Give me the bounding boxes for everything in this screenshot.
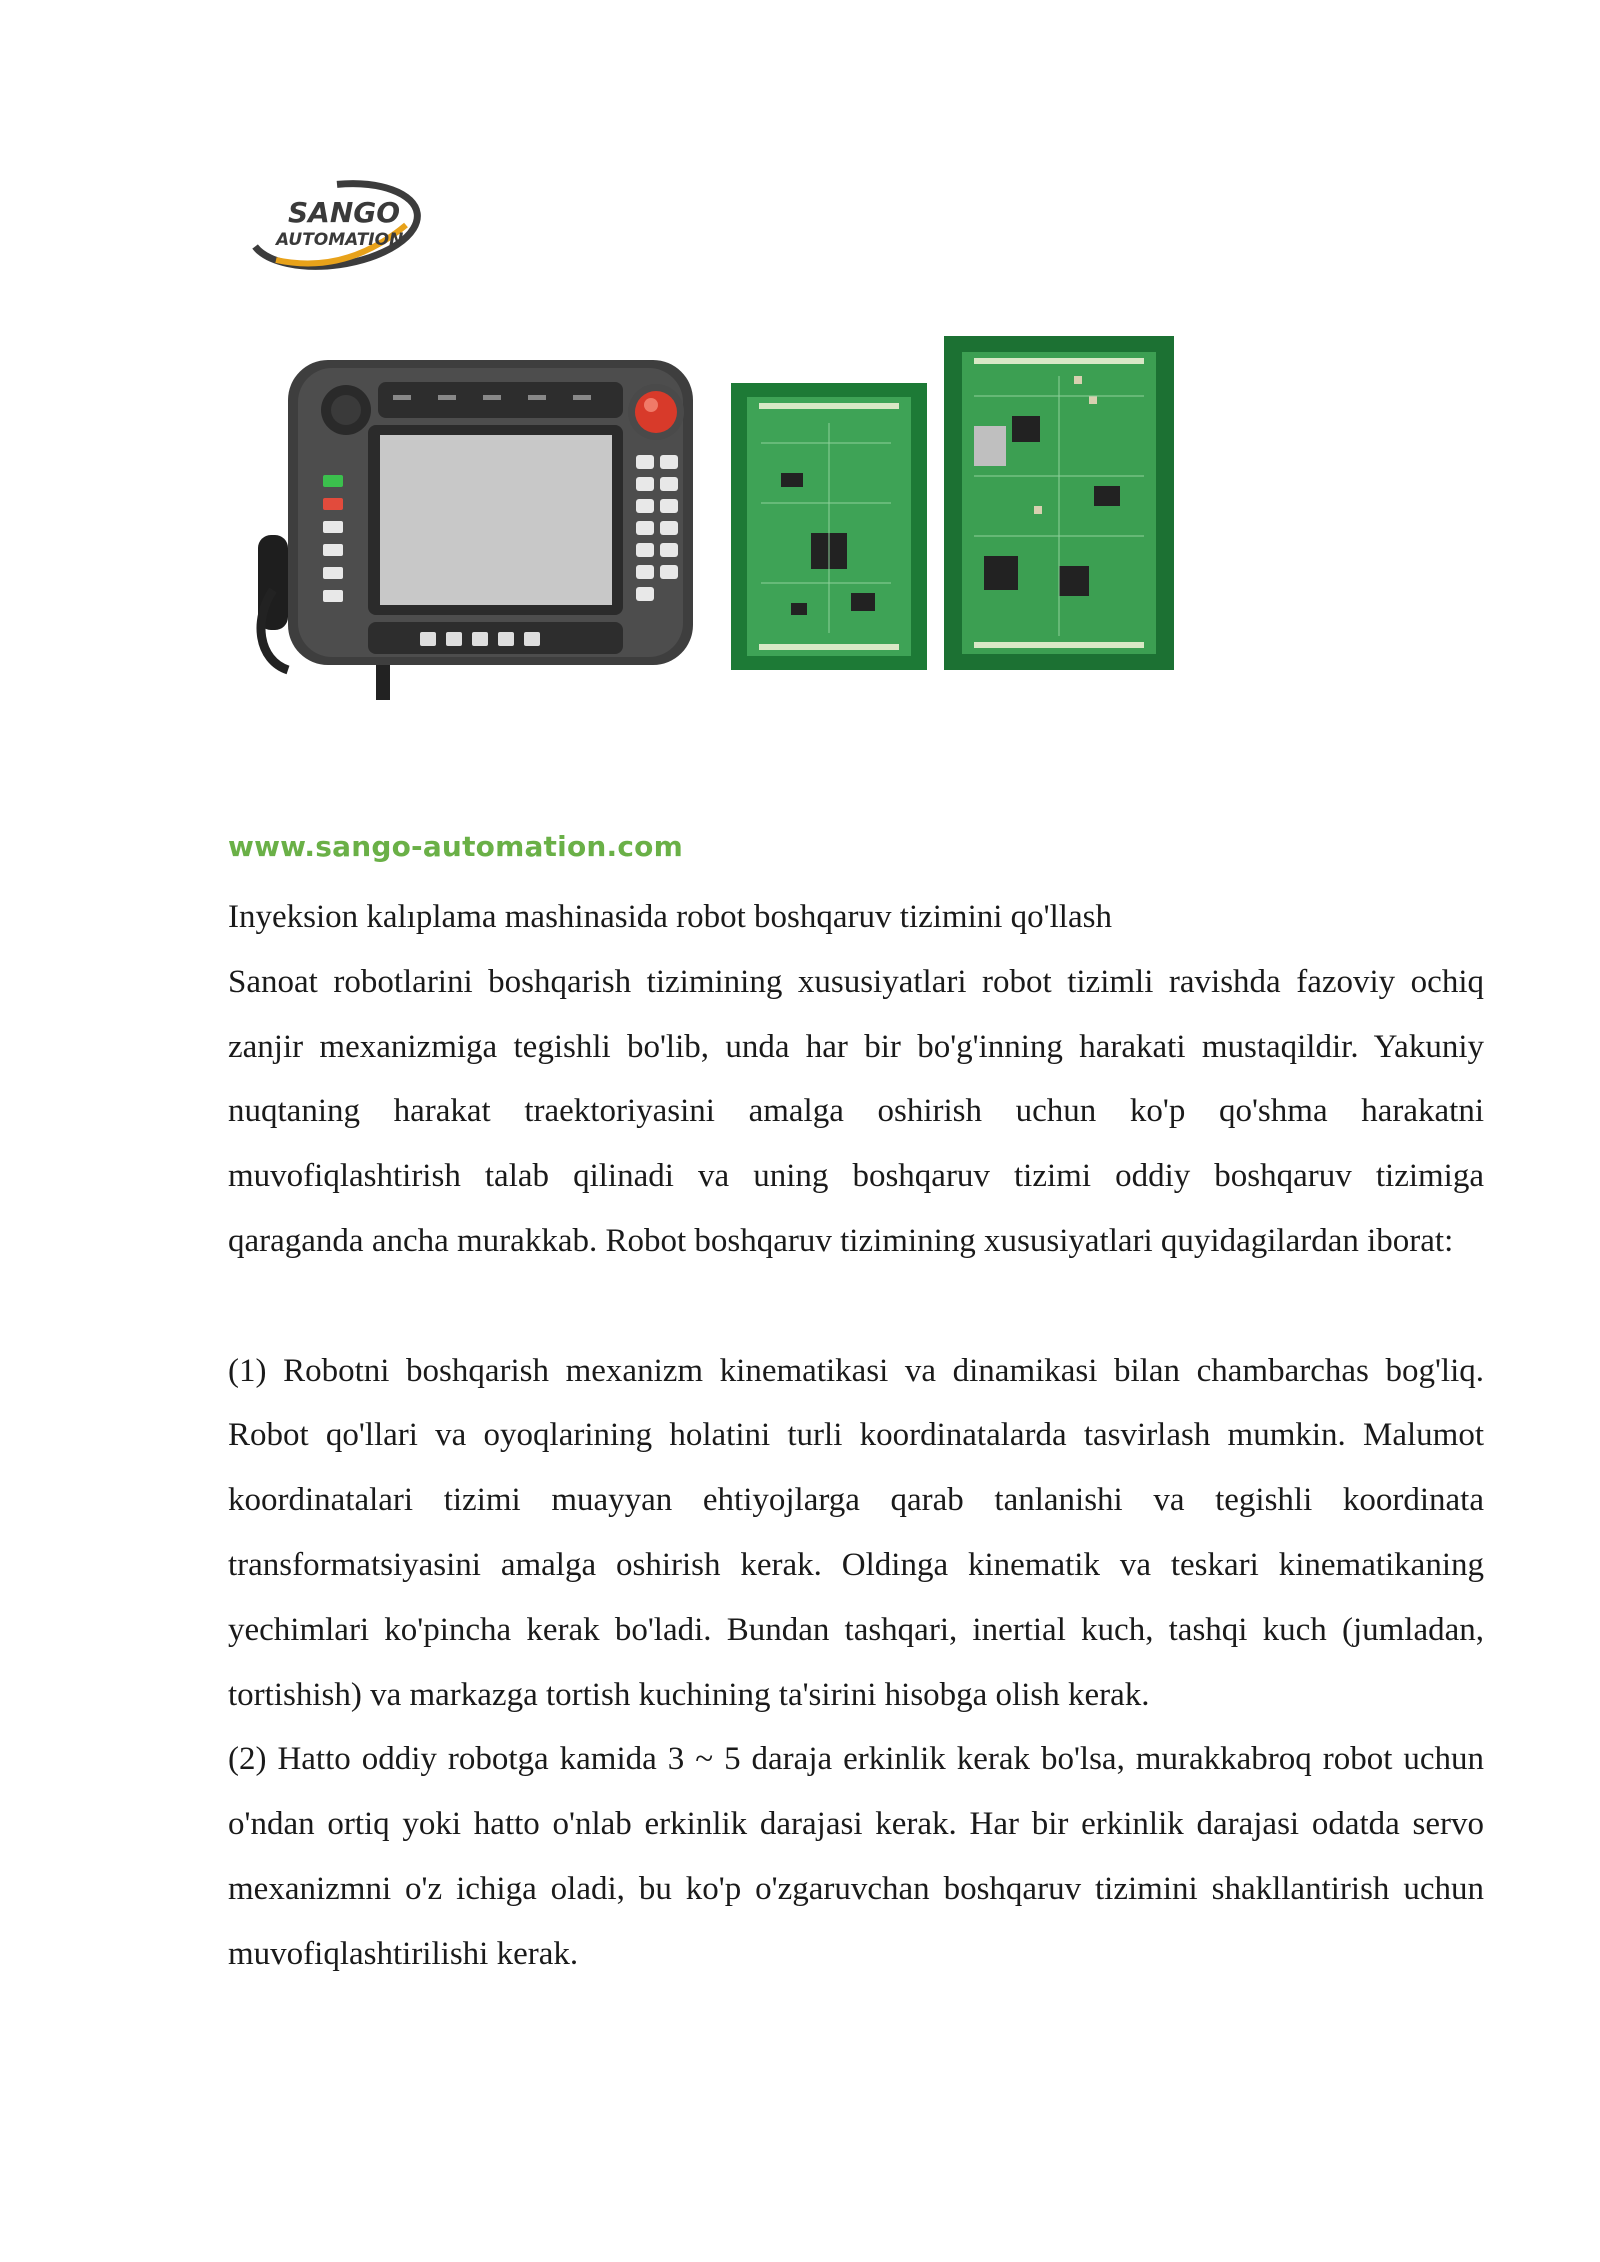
controller-board-icon <box>731 383 927 670</box>
paragraph-gap <box>228 1274 1484 1339</box>
product-figure <box>228 170 1228 890</box>
svg-text:SANGO: SANGO <box>288 196 401 229</box>
intro-paragraph: Sanoat robotlarini boshqarish tizimining xususiyatlari robot tizimli ravishda fazoviy ochiq zanjir mexanizmiga tegishli bo'lib, unda har bir bo'g'inning harakati mustaqildir. Yakuniy nuqtaning harakat traektoriyasini amalga oshirish uchun ko'p qo'shma harakatni muvofiqlashtirish talab qilinadi va uning boshqaruv tizimi oddiy boshqaruv tizimiga qaraganda ancha murakkab. Robot boshqaruv tizimining xususiyatlari quyidagilardan iborat: <box>228 963 1484 1259</box>
sango-automation-logo <box>246 170 426 280</box>
controller-board-icon <box>944 336 1174 670</box>
svg-text:AUTOMATION: AUTOMATION <box>276 230 404 250</box>
website-url: www.sango-automation.com <box>228 830 683 863</box>
document-body <box>228 885 1484 1987</box>
list-item-1: (1) Robotni boshqarish mexanizm kinematikasi va dinamikasi bilan chambarchas bog'liq. Robot qo'llari va oyoqlarining holatini turli koordinatalarda tasvirlash mumkin. Malumot koordinatalari tizimi muayyan ehtiyojlarga qarab tanlanishi va tegishli koordinata transformatsiyasini amalga oshirish kerak. Oldinga kinematik va teskari kinematikaning yechimlari ko'pincha kerak bo'ladi. Bundan tashqari, inertial kuch, tashqi kuch (jumladan, tortishish) va markazga tortish kuchining ta'sirini hisobga olish kerak. <box>228 1352 1484 1713</box>
document-title: Inyeksion kalıplama mashinasida robot boshqaruv tizimini qo'llash <box>228 899 1112 935</box>
list-item-2: (2) Hatto oddiy robotga kamida 3 ~ 5 daraja erkinlik kerak bo'lsa, murakkabroq robot uchun o'ndan ortiq yoki hatto o'nlab erkinlik darajasi kerak. Har bir erkinlik darajasi odatda servo mexanizmni o'z ichiga oladi, bu ko'p o'zgaruvchan boshqaruv tizimini shakllantirish uchun muvofiqlashtirilishi kerak. <box>228 1741 1484 1972</box>
teach-pendant-icon <box>228 360 708 700</box>
